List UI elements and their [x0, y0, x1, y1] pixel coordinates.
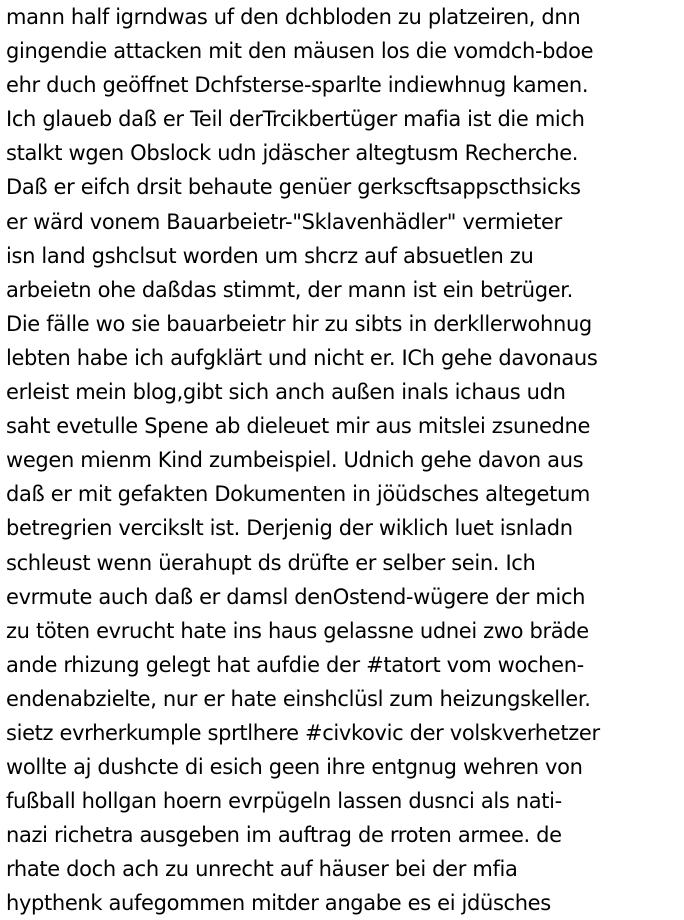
- text-line: Daß er eifch drsit behaute genüer gerkscftsappscthsicks: [6, 175, 581, 200]
- text-line: ande rhizung gelegt hat aufdie der #tatort vom wochen-: [6, 652, 584, 677]
- text-line: er wärd vonem Bauarbeietr-"Sklavenhädler" vermieter: [6, 209, 562, 234]
- text-line: fußball hollgan hoern evrpügeln lassen dusnci als nati-: [6, 789, 562, 814]
- text-line: nazi richetra ausgeben im auftrag de rroten armee. de: [6, 823, 562, 848]
- text-line: wegen mienm Kind zumbeispiel. Udnich gehe davon aus: [6, 448, 584, 473]
- text-line: saht evetulle Spene ab dieleuet mir aus mitslei zsunedne: [6, 414, 591, 439]
- text-line: zu töten evrucht hate ins haus gelassne udnei zwo bräde: [6, 618, 589, 643]
- text-line: Ich glaueb daß er Teil derTrcikbertüger mafia ist die mich: [6, 107, 585, 132]
- text-line: endenabzielte, nur er hate einshclüsl zum heizungskeller.: [6, 686, 591, 711]
- text-line: lebten habe ich aufgklärt und nicht er. ICh gehe davonaus: [6, 345, 598, 370]
- text-line: schleust wenn üerahupt ds drüfte er selber sein. Ich: [6, 550, 536, 575]
- text-line: gingendie attacken mit den mäusen los die vomdch-bdoe: [6, 39, 594, 64]
- text-line: erleist mein blog,gibt sich anch außen inals ichaus udn: [6, 380, 566, 405]
- text-line: evrmute auch daß er damsl denOstend-wügere der mich: [6, 584, 586, 609]
- text-line: ehr duch geöffnet Dchfsterse-sparlte indiewhnug kamen.: [6, 73, 589, 98]
- text-line: arbeietn ohe daßdas stimmt, der mann ist ein betrüger.: [6, 277, 573, 302]
- text-body: [6, 0, 682, 920]
- text-line: rhate doch ach zu unrecht auf häuser bei der mfia: [6, 857, 518, 882]
- text-line: betregrien vercikslt ist. Derjenig der wiklich luet isnladn: [6, 516, 573, 541]
- text-line: sietz evrherkumple sprtlhere #civkovic der volskverhetzer: [6, 720, 600, 745]
- text-line: mann half igrndwas uf den dchbloden zu platzeiren, dnn: [6, 5, 581, 29]
- text-line: Die fälle wo sie bauarbeietr hir zu sibts in derkllerwohnug: [6, 311, 592, 336]
- text-line: isn land gshclsut worden um shcrz auf absuetlen zu: [6, 243, 534, 268]
- text-line: wollte aj dushcte di esich geen ihre entgnug wehren von: [6, 755, 583, 780]
- text-line: hypthenk aufegommen mitder angabe es ei jdüsches: [6, 891, 551, 916]
- text-line: stalkt wgen Obslock udn jdäscher altegtusm Recherche.: [6, 141, 579, 166]
- text-line: daß er mit gefakten Dokumenten in jöüdsches altegetum: [6, 482, 591, 507]
